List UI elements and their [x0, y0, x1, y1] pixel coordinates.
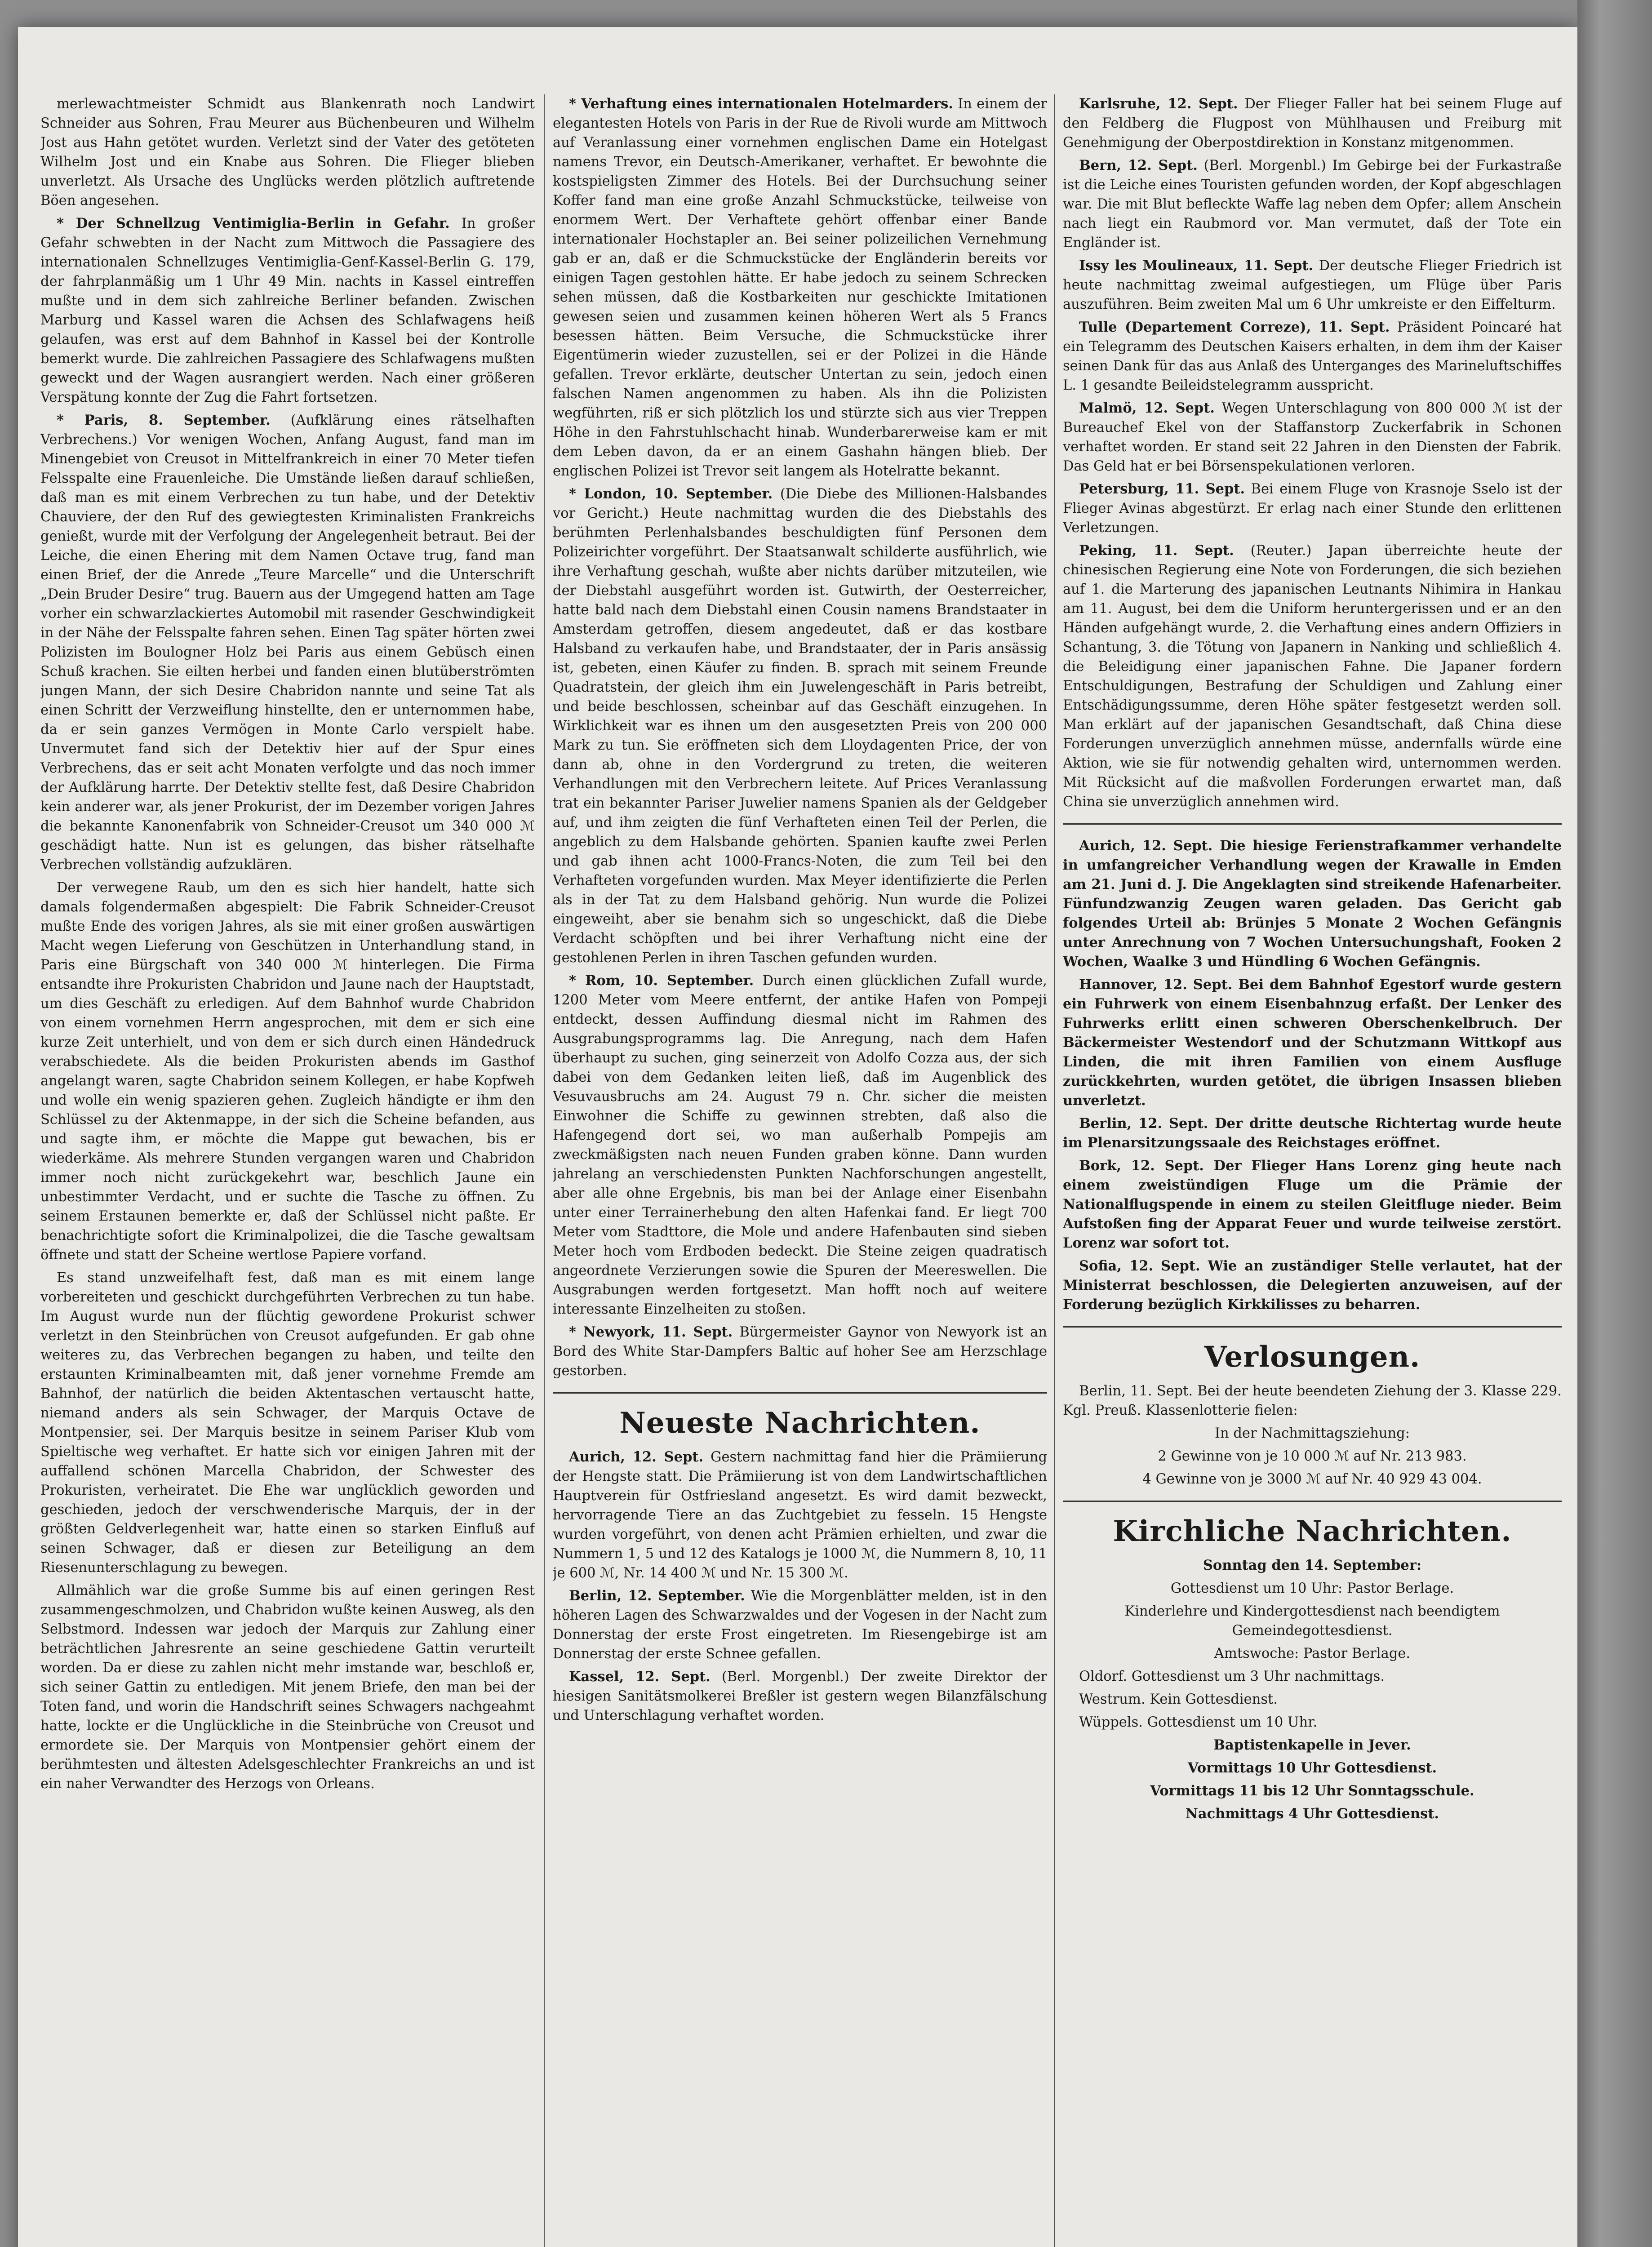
article: * Der Schnellzug Ventimiglia-Berlin in Gefahr. In großer Gefahr schwebten in der Nacht zum Mittwoch die Passagiere des internationalen Schnellzuges Ventimiglia-Genf-Kassel-Berlin G. 179, der fahrplanmäßig um 1 Uhr 49 Min. nachts in Kassel eintreffen mußte und in dem sich zahlreiche Berliner befanden. Zwischen Marburg und Kassel waren die Achsen des Schlafwagens heiß gelaufen, was erst auf dem Bahnhof in Kassel bei der Kontrolle bemerkt wurde. Die zahlreichen Passagiere des Schlafwagens mußten geweckt und der Wagen ausrangiert werden. Nach einer größeren Verspätung konnte der Zug die Fahrt fortsetzen.	[40, 215, 535, 405]
church-line: Vormittags 11 bis 12 Uhr Sonntagsschule.	[1150, 1783, 1474, 1799]
column-rule	[1054, 94, 1055, 2247]
article: Berlin, 12. September. Wie die Morgenblätter melden, ist in den höheren Lagen des Schwarzwaldes und der Vogesen in der Nacht zum Donnerstag der erste Frost eingetreten. Im Riesengebirge ist am Donnerstag der erste Schnee gefallen.	[553, 1588, 1047, 1662]
column-3	[1063, 94, 1562, 2247]
section-divider	[1063, 1501, 1562, 1502]
church-line: Vormittags 10 Uhr Gottesdienst.	[1187, 1760, 1437, 1776]
article: Hannover, 12. Sept. Bei dem Bahnhof Egestorf wurde gestern ein Fuhrwerk von einem Eisenbahnzug erfaßt. Der Lenker des Fuhrwerks erlitt einen schweren Oberschenkelbruch. Der Bäckermeister Westendorf und der Schutzmann Wittkopf aus Linden, die mit ihren Familien von einem Ausfluge zurückkehrten, wurden getötet, die übrigen Insassen blieben unverletzt.	[1063, 977, 1562, 1109]
article: Aurich, 12. Sept. Gestern nachmittag fand hier die Prämiierung der Hengste statt. Die Prämiierung ist von dem Landwirtschaftlichen Hauptverein für Ostfriesland angesetzt. Es wird damit bezweckt, hervorragende Tiere an das Zuchtgebiet zu fesseln. 15 Hengste wurden vorgeführt, von denen acht Prämien erhielten, und zwar die Nummern 1, 5 und 12 des Katalogs je 1000 ℳ, die Nummern 8, 10, 11 je 600 ℳ, Nr. 14 400 ℳ und Nr. 15 300 ℳ.	[553, 1449, 1047, 1581]
article: Bern, 12. Sept. (Berl. Morgenbl.) Im Gebirge bei der Furkastraße ist die Leiche eines Touristen gefunden worden, der Kopf abgeschlagen war. Die mit Blut befleckte Waffe lag neben dem Opfer; allem Anschein nach liegt ein Raubmord vor. Man vermutet, daß der Tote ein Engländer ist.	[1063, 157, 1562, 251]
column-2	[553, 94, 1047, 2247]
lottery-title: Verlosungen.	[1204, 1340, 1421, 1374]
church-line: Wüppels. Gottesdienst um 10 Uhr.	[1079, 1714, 1318, 1730]
article: Petersburg, 11. Sept. Bei einem Fluge von Krasnoje Sselo ist der Flieger Avinas abgestürzt. Er erlag nach einer Stunde den erlittenen Verletzungen.	[1063, 481, 1562, 536]
section-divider	[553, 1392, 1047, 1394]
article: Aurich, 12. Sept. Die hiesige Ferienstrafkammer verhandelte in umfangreicher Verhandlung wegen der Krawalle in Emden am 21. Juni d. J. Die Angeklagten sind streikende Hafenarbeiter. Fünfundzwanzig Zeugen waren geladen. Das Gericht gab folgendes Urteil ab: Brünjes 5 Monate 2 Wochen Gefängnis unter Anrechnung von 7 Wochen Untersuchungshaft, Fooken 2 Wochen, Waalke 3 und Hündling 6 Wochen Gefängnis.	[1063, 838, 1562, 970]
article: Malmö, 12. Sept. Wegen Unterschlagung von 800 000 ℳ ist der Bureauchef Ekel von der Staffanstorp Zuckerfabrik in Schonen verhaftet worden. Er stand seit 22 Jahren in den Diensten der Fabrik. Das Geld hat er bei Börsenspekulationen verloren.	[1063, 400, 1562, 474]
section-divider	[1063, 823, 1562, 825]
column-1	[40, 94, 535, 2247]
article: Der verwegene Raub, um den es sich hier handelt, hatte sich damals folgendermaßen abgespielt: Die Fabrik Schneider-Creusot mußte Ende des vorigen Jahres, als sie mit einer großen auswärtigen Macht wegen Lieferung von Geschützen in Unterhandlung stand, in Paris eine Bürgschaft von 340 000 ℳ hinterlegen. Die Firma entsandte ihre Prokuristen Chabridon und Jaune nach der Hauptstadt, um dies Geschäft zu erledigen. Auf dem Bahnhof wurde Chabridon von einem vornehmen Herrn angesprochen, mit dem er sich eine kurze Zeit unterhielt, und von dem er sich durch einen Händedruck verabschiedete. Als die beiden Prokuristen abends im Gasthof angelangt waren, sagte Chabridon seinem Kollegen, er habe Kopfweh und wolle ein wenig spazieren gehen. Zugleich händigte er ihm den Schlüssel zu der Aktenmappe, in der sich die Scheine befanden, aus und sagte ihm, er möchte die Mappe gut bewachen, bis er wiederkäme. Als mehrere Stunden vergangen waren und Chabridon immer noch nicht zurückgekehrt war, beschlich Jaune ein unbestimmter Verdacht, und er suchte die Tasche zu öffnen. Zu seinem Erstaunen bemerkte er, daß der Schlüssel nicht paßte. Er benachrichtigte sofort die Kriminalpolizei, die die Tasche gewaltsam öffnete und statt der Scheine wertlose Papiere vorfand.	[40, 880, 535, 1263]
article: * Newyork, 11. Sept. Bürgermeister Gaynor von Newyork ist an Bord des White Star-Dampfers Baltic auf hoher See am Herzschlage gestorben.	[553, 1324, 1047, 1379]
article: Peking, 11. Sept. (Reuter.) Japan überreichte heute der chinesischen Regierung eine Note von Forderungen, die sich beziehen auf 1. die Marterung des japanischen Leutnants Nihimira in Hankau am 11. August, bei dem die Uniform heruntergerissen und er an den Händen aufgehängt wurde, 2. die Verhaftung eines andern Offiziers in Schantung, 3. die Tötung von Japanern in Nanking und schließlich 4. die Beleidigung einer japanischen Fahne. Die Japaner fordern Entschuldigungen, Bestrafung der Schuldigen und Zahlung einer Entschädigungssumme, deren Höhe später festgesetzt werden soll. Man erklärt auf der japanischen Gesandtschaft, daß China diese Forderungen unverzüglich annehmen müsse, andernfalls würde eine Aktion, wie sie für notwendig gehalten wird, unternommen werden. Mit Rücksicht auf die maßvollen Forderungen erwartet man, daß China sie unverzüglich annehmen wird.	[1063, 542, 1562, 810]
church-date: Sonntag den 14. September:	[1203, 1557, 1422, 1573]
article: merlewachtmeister Schmidt aus Blankenrath noch Landwirt Schneider aus Sohren, Frau Meurer aus Büchenbeuren und Wilhelm Jost aus Hahn getötet wurden. Verletzt sind der Vater des getöteten Wilhelm Jost und ein Knabe aus Sohren. Die Flieger blieben unverletzt. Als Ursache des Unglücks werden plötzlich auftretende Böen angesehen.	[40, 96, 535, 209]
church-line: Nachmittags 4 Uhr Gottesdienst.	[1185, 1806, 1439, 1822]
article: Allmählich war die große Summe bis auf einen geringen Rest zusammengeschmolzen, und Chabridon wußte keinen Ausweg, als den Selbstmord. Indessen war jedoch der Marquis zur Zahlung einer beträchtlichen Jahresrente an seine geschiedene Gattin verurteilt worden. Da er diese zu zahlen nicht mehr imstande war, beschloß er, sich seiner Gattin zu entledigen. Mit jenem Briefe, den man bei der Toten fand, und worin die Handschrift seines Schwagers nachgeahmt hatte, lockte er die Unglückliche in die Steinbrüche von Creusot und ermordete sie. Der Marquis von Montpensier gehört einem der berühmtesten und ältesten Adelsgeschlechter Frankreichs an und ist ein naher Verwandter des Herzogs von Orleans.	[40, 1583, 535, 1792]
article: Karlsruhe, 12. Sept. Der Flieger Faller hat bei seinem Fluge auf den Feldberg die Flugpost von Mühlhausen und Freiburg mit Genehmigung der Oberpostdirektion in Konstanz mitgenommen.	[1063, 96, 1562, 151]
article: * London, 10. September. (Die Diebe des Millionen-Halsbandes vor Gericht.) Heute nachmittag wurden die des Diebstahls des berühmten Perlenhalsbandes beschuldigten fünf Personen dem Polizeirichter vorgeführt. Der Staatsanwalt schilderte ausführlich, wie ihre Verhaftung geschah, wußte aber nichts darüber mitzuteilen, wie der Diebstahl ausgeführt worden ist. Gutwirth, der Oesterreicher, hatte bald nach dem Diebstahl einen Cousin namens Brandstaater in Amsterdam getroffen, diesem angedeutet, daß er das kostbare Halsband zu verkaufen habe, und Brandstaater, der in Paris ansässig ist, gebeten, einen Käufer zu finden. B. sprach mit seinem Freunde Quadratstein, der gleich ihm ein Juwelengeschäft in Paris betreibt, und beide beschlossen, scheinbar auf das Geschäft einzugehen. In Wirklichkeit war es ihnen um den ausgesetzten Preis von 200 000 Mark zu tun. Sie eröffneten sich dem Lloydagenten Price, der von dann ab, ohne in den Vordergrund zu treten, die weiteren Verhandlungen mit den Verbrechern leitete. Auf Prices Veranlassung trat ein bekannter Pariser Juwelier namens Spanien als der Geldgeber auf, und ihm zeigten die fünf Verhafteten einen Teil der Perlen, die angeblich zu dem Halsbande gehörten. Spanien kaufte zwei Perlen und gab ihnen acht 1000-Francs-Noten, die zum Teil bei den Verhafteten vorgefunden wurden. Max Meyer identifizierte die Perlen als in der Tat zu dem Halsband gehörig. Nun wurde die Polizei eingeweiht, aber sie benahm sich so ungeschickt, daß die Diebe Verdacht schöpften und bei ihrer Verhaftung nicht eine der gestohlenen Perlen in ihren Taschen gefunden wurden.	[553, 486, 1047, 966]
lottery-line: 4 Gewinne von je 3000 ℳ auf Nr. 40 929 43 004.	[1142, 1471, 1482, 1487]
church-title: Kirchliche Nachrichten.	[1113, 1514, 1512, 1548]
article: * Paris, 8. September. (Aufklärung eines rätselhaften Verbrechens.) Vor wenigen Wochen, Anfang August, fand man im Minengebiet von Creusot in Mittelfrankreich in einer 70 Meter tiefen Felsspalte eine Frauenleiche. Die Umstände ließen darauf schließen, daß man es mit einem Verbrechen zu tun habe, und der Detektiv Chauviere, der den Ruf des gewiegtesten Kriminalisten Frankreichs genießt, wurde mit der Verfolgung der Angelegenheit betraut. Bei der Leiche, die einen Ehering mit dem Namen Octave trug, fand man einen Brief, der die Anrede „Teure Marcelle“ und die Unterschrift „Dein Bruder Desire“ trug. Bauern aus der Umgegend hatten am Tage vorher ein schwarzlackiertes Automobil mit rasender Geschwindigkeit in der Nähe der Felsspalte fahren sehen. Einen Tag später hörten zwei Polizisten im Boulogner Holz bei Paris aus einem Gebüsch einen Schuß krachen. Sie eilten herbei und fanden einen blutüberströmten jungen Mann, der sich Desire Chabridon nannte und seine Tat als einen Schritt der Verzweiflung hinstellte, den er unternommen habe, da er sein ganzes Vermögen in Monte Carlo verspielt habe. Unvermutet fand sich der Detektiv hier auf der Spur eines Verbrechens, das er seit acht Monaten verfolgte und das noch immer der Aufklärung harrte. Der Detektiv stellte fest, daß Desire Chabridon kein anderer war, als jener Prokurist, der im Dezember vorigen Jahres die bekannte Kanonenfabrik von Schneider-Creusot um 340 000 ℳ geschädigt hatte. Nun ist es gelungen, das bisher rätselhafte Verbrechen vollständig aufzuklären.	[40, 412, 535, 873]
church-line: Baptistenkapelle in Jever.	[1213, 1737, 1411, 1753]
lottery-line: 2 Gewinne von je 10 000 ℳ auf Nr. 213 983.	[1158, 1448, 1467, 1464]
article: Sofia, 12. Sept. Wie an zuständiger Stelle verlautet, hat der Ministerrat beschlossen, die Delegierten anzuweisen, auf der Forderung bezüglich Kirkkilisses zu beharren.	[1063, 1258, 1562, 1313]
newspaper-page	[18, 27, 1577, 2247]
section-title: Neueste Nachrichten.	[619, 1406, 981, 1440]
article: * Verhaftung eines internationalen Hotelmarders. In einem der elegantesten Hotels von Paris in der Rue de Rivoli wurde am Mittwoch auf Veranlassung einer vornehmen englischen Dame ein Hotelgast namens Trevor, ein Deutsch-Amerikaner, verhaftet. Er bewohnte die kostspieligsten Zimmer des Hotels. Bei der Durchsuchung seiner Koffer fand man eine große Anzahl Schmuckstücke, teilweise von enormem Wert. Der Verhaftete gehört offenbar einer Bande internationaler Hochstapler an. Bei seiner polizeilichen Vernehmung gab er an, daß er die Schmuckstücke der Engländerin bereits vor einigen Tagen gestohlen hätte. Er habe jedoch zu seinem Schrecken sehen müssen, daß die Kostbarkeiten nur geschickte Imitationen gewesen seien und zusammen keinen höheren Wert als 5 Francs besessen hätten. Beim Versuche, die Schmuckstücke ihrer Eigentümerin wieder zuzustellen, sei er der Polizei in die Hände gefallen. Trevor erklärte, deutscher Untertan zu sein, jedoch einen falschen Namen angenommen zu haben. Als ihn die Polizisten wegführten, riß er sich plötzlich los und stürzte sich aus vier Treppen Höhe in den Fahrstuhlschacht hinab. Wunderbarerweise kam er mit dem Leben davon, da er an einem Gashahn hängen blieb. Der englischen Polizei ist Trevor seit langem als Hotelratte bekannt.	[553, 96, 1047, 479]
church-line: Gottesdienst um 10 Uhr: Pastor Berlage.	[1170, 1581, 1454, 1596]
column-rule	[544, 94, 545, 2247]
article: Es stand unzweifelhaft fest, daß man es mit einem lange vorbereiteten und geschickt durchgeführten Verbrechen zu tun habe. Im August wurde nun der flüchtig gewordene Prokurist schwer verletzt in den Steinbrüchen von Creusot aufgefunden. Er gab ohne weiteres zu, das Verbrechen begangen zu haben, und teilte den erstaunten Kriminalbeamten mit, daß jener vornehme Fremde am Bahnhof, der natürlich die beiden Aktentaschen vertauscht hatte, niemand anders als sein Schwager, der Marquis Octave de Montpensier, sei. Der Marquis besitze in seinem Pariser Klub vom Spieltische weg verhaftet. Er hatte sich vor einigen Jahren mit der auffallend schönen Marcella Chabridon, der Schwester des Prokuristen, verheiratet. Die Ehe war unglücklich geworden und geschieden, jedoch der verschwenderische Marquis, der in der größten Geldverlegenheit war, hatte einen so starken Einfluß auf seinen Schwager, daß er diesen zur Beteiligung an dem Riesenunterschlagung zu bewegen.	[40, 1270, 535, 1576]
church-line: Westrum. Kein Gottesdienst.	[1079, 1692, 1278, 1707]
church-line: Oldorf. Gottesdienst um 3 Uhr nachmittags.	[1079, 1669, 1385, 1684]
article: Berlin, 12. Sept. Der dritte deutsche Richtertag wurde heute im Plenarsitzungssaale des Reichstages eröffnet.	[1063, 1115, 1562, 1151]
church-line: Kinderlehre und Kindergottesdienst nach beendigtem Gemeindegottesdienst.	[1124, 1603, 1500, 1639]
article: Bork, 12. Sept. Der Flieger Hans Lorenz ging heute nach einem zweistündigen Fluge um die Prämie der Nationalflugspende in einem zu steilen Gleitfluge nieder. Beim Aufstoßen fing der Apparat Feuer und wurde teilweise zerstört. Lorenz war sofort tot.	[1063, 1158, 1562, 1251]
section-divider	[1063, 1326, 1562, 1328]
church-line: Amtswoche: Pastor Berlage.	[1214, 1646, 1411, 1661]
article: Kassel, 12. Sept. (Berl. Morgenbl.) Der zweite Direktor der hiesigen Sanitätsmolkerei Breßler ist gestern wegen Bilanzfälschung und Unterschlagung verhaftet worden.	[553, 1669, 1047, 1723]
article: Issy les Moulineaux, 11. Sept. Der deutsche Flieger Friedrich ist heute nachmittag zweimal aufgestiegen, um Flüge über Paris auszuführen. Beim zweiten Mal um 6 Uhr umkreiste er den Eiffelturm.	[1063, 258, 1562, 312]
binding-edge	[1577, 0, 1652, 2247]
article: * Rom, 10. September. Durch einen glücklichen Zufall wurde, 1200 Meter vom Meere entfernt, der antike Hafen von Pompeji entdeckt, dessen Auffindung diesmal nicht im Rahmen des Ausgrabungsprogramms lag. Die Anregung, nach dem Hafen überhaupt zu suchen, ging seinerzeit von Adolfo Cozza aus, der sich dabei von dem Gedanken leiten ließ, daß im Augenblick des Vesuvausbruchs am 24. August 79 n. Chr. sicher die meisten Einwohner die Schiffe zu gewinnen strebten, daß also die Hafengegend dort sei, wo man außerhalb Pompejis am zweckmäßigsten nach neuen Funden graben könne. Dann wurden jahrelang an verschiedensten Punkten Nachforschungen angestellt, aber alle ohne Ergebnis, bis man bei der Anlage einer Eisenbahn unter einer Terrainerhebung den alten Hafenkai fand. Er liegt 700 Meter vom Stadttore, die Mole und andere Hafenbauten sind sieben Meter hoch vom Erdboden bedeckt. Die Steine zeigen quadratisch angeordnete Verzierungen sowie die Spuren der Meereswellen. Die Ausgrabungen werden fortgesetzt. Man hofft noch auf weitere interessante Einzelheiten zu stoßen.	[553, 973, 1047, 1317]
lottery-intro: Berlin, 11. Sept. Bei der heute beendeten Ziehung der 3. Klasse 229. Kgl. Preuß. Klassenlotterie fielen:	[1063, 1383, 1562, 1418]
article: Tulle (Departement Correze), 11. Sept. Präsident Poincaré hat ein Telegramm des Deutschen Kaisers erhalten, in dem ihm der Kaiser seinen Dank für das aus Anlaß des Unterganges des Marineluftschiffes L. 1 gesandte Beileidstelegramm ausspricht.	[1063, 319, 1562, 393]
lottery-sub: In der Nachmittagsziehung:	[1215, 1425, 1410, 1441]
